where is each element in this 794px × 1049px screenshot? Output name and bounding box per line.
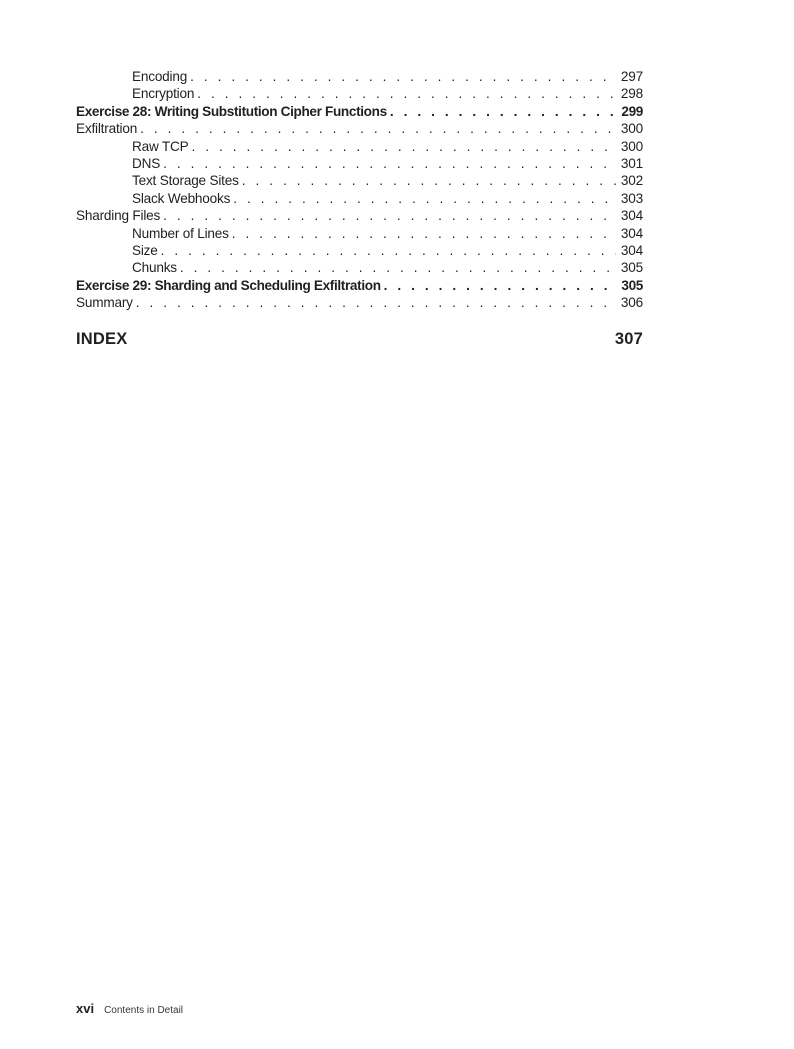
toc-entry-page: 304 bbox=[620, 208, 643, 224]
dot-leader bbox=[197, 85, 616, 102]
toc-entry-title: Exercise 29: Sharding and Scheduling Exfiltration bbox=[76, 277, 381, 293]
toc-entry-title: Encoding bbox=[132, 69, 188, 84]
toc-entry-title: Encryption bbox=[132, 86, 195, 102]
toc-entry[interactable] bbox=[76, 242, 643, 259]
chapter-page: 307 bbox=[614, 330, 643, 348]
toc-entry[interactable] bbox=[76, 120, 643, 137]
toc-entry-title: Chunks bbox=[132, 260, 177, 276]
toc-entry[interactable] bbox=[76, 155, 643, 172]
toc-entry-page: 297 bbox=[620, 69, 643, 84]
toc-entry[interactable] bbox=[76, 207, 643, 224]
dot-leader bbox=[233, 190, 616, 207]
dot-leader bbox=[192, 138, 616, 155]
dot-leader bbox=[384, 277, 617, 294]
toc-entry-page: 299 bbox=[621, 103, 643, 119]
toc-entry-page: 304 bbox=[620, 242, 643, 258]
toc-entry-title: Size bbox=[132, 242, 158, 258]
dot-leader bbox=[161, 242, 616, 259]
toc-entry-title: Exercise 28: Writing Substitution Cipher Functions bbox=[76, 103, 387, 119]
running-head: Contents in Detail bbox=[104, 1005, 184, 1016]
page-footer bbox=[76, 1001, 183, 1016]
toc-entry-page: 302 bbox=[620, 173, 643, 189]
toc-entry-page: 306 bbox=[620, 295, 643, 311]
toc-entry[interactable] bbox=[76, 190, 643, 207]
toc-entry[interactable] bbox=[76, 225, 643, 242]
toc-entry-exercise[interactable] bbox=[76, 103, 643, 120]
page-number: xvi bbox=[76, 1001, 95, 1016]
dot-leader bbox=[242, 172, 616, 189]
toc-entry-page: 300 bbox=[620, 121, 643, 137]
toc-entry-page: 303 bbox=[620, 190, 643, 206]
dot-leader bbox=[140, 120, 616, 137]
dot-leader bbox=[180, 259, 616, 276]
dot-leader bbox=[163, 207, 616, 224]
toc-entry-title: DNS bbox=[132, 155, 161, 171]
toc-entry-title: Number of Lines bbox=[132, 225, 229, 241]
toc-entry-title: Slack Webhooks bbox=[132, 190, 231, 206]
toc-entry-title: Text Storage Sites bbox=[132, 173, 239, 189]
toc-entry-page: 300 bbox=[620, 138, 643, 154]
toc-entry[interactable] bbox=[76, 85, 643, 102]
toc-entry-title: Summary bbox=[76, 295, 133, 311]
dot-leader bbox=[232, 225, 616, 242]
toc-entry-title: Raw TCP bbox=[132, 138, 189, 154]
toc-entry-exercise[interactable] bbox=[76, 277, 643, 294]
toc-entry-title: Exfiltration bbox=[76, 121, 138, 137]
dot-leader bbox=[136, 294, 616, 311]
toc-entry[interactable] bbox=[76, 294, 643, 311]
dot-leader bbox=[163, 155, 616, 172]
dot-leader bbox=[390, 103, 617, 120]
toc-entry-page: 298 bbox=[620, 86, 643, 102]
chapter-title: INDEX bbox=[76, 330, 128, 348]
toc-entry-page: 301 bbox=[620, 155, 643, 171]
toc-entry[interactable] bbox=[76, 259, 643, 276]
toc-entry-page: 304 bbox=[620, 225, 643, 241]
toc-entry[interactable] bbox=[76, 68, 643, 85]
toc-entry-title: Sharding Files bbox=[76, 208, 161, 224]
dot-leader bbox=[190, 68, 616, 85]
toc-entry-page: 305 bbox=[621, 277, 643, 293]
toc-entry[interactable] bbox=[76, 138, 643, 155]
table-of-contents bbox=[76, 68, 643, 311]
toc-entry-page: 305 bbox=[620, 260, 643, 276]
toc-entry[interactable] bbox=[76, 172, 643, 189]
toc-chapter-index[interactable] bbox=[76, 330, 643, 349]
